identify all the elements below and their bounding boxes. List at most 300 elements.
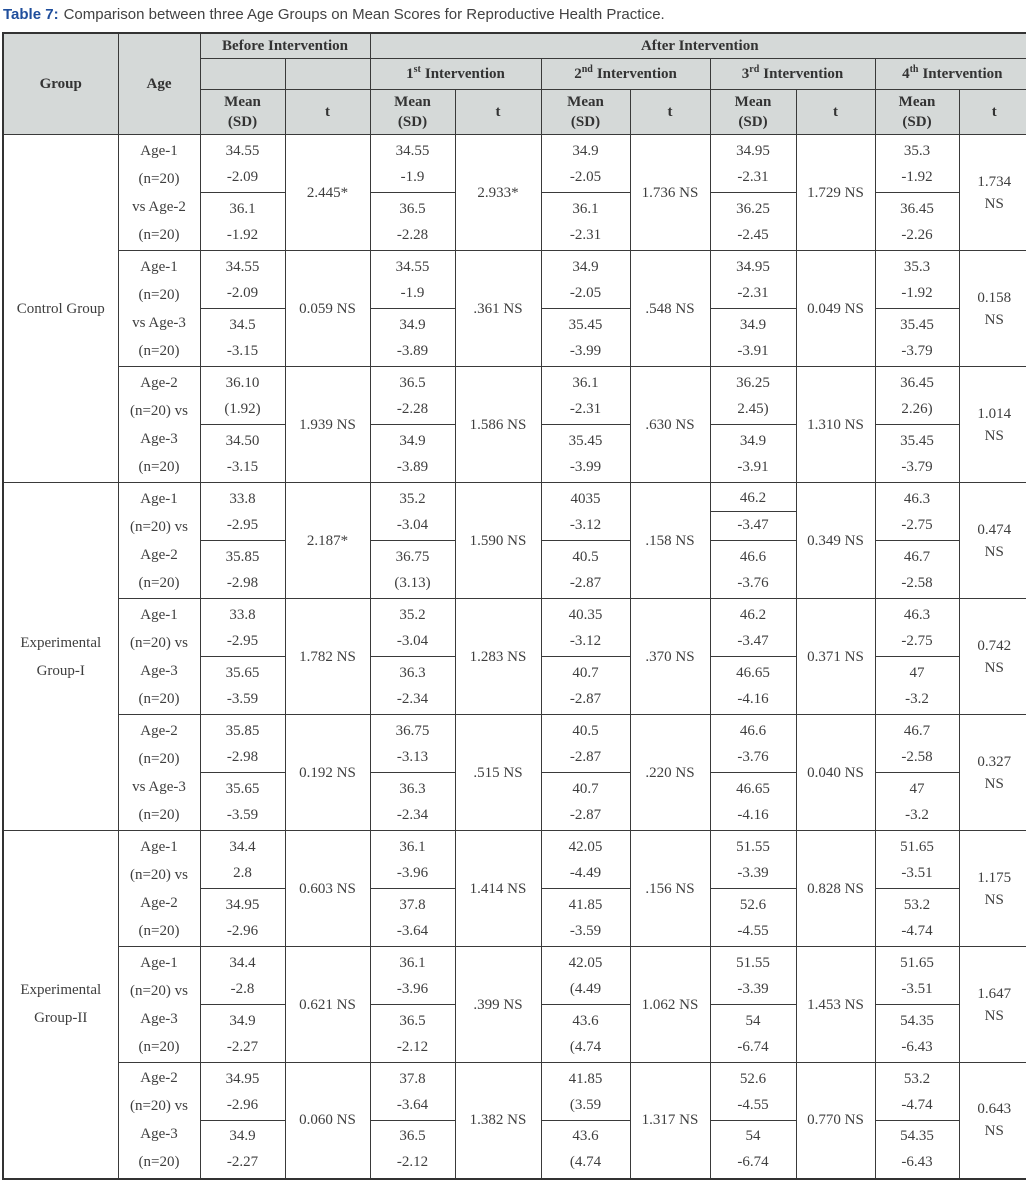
mean-value: 51.55 — [736, 838, 770, 855]
mean-value: 33.8 — [229, 606, 256, 623]
intervention-word: Intervention — [922, 65, 1003, 82]
intervention-number: 3 — [741, 65, 750, 82]
mean-sd-cell — [541, 309, 630, 367]
mean-value: 40.5 — [572, 548, 599, 565]
age-line: Age-1 — [140, 954, 178, 971]
mean-sd-cell — [541, 831, 630, 889]
mean-sd-cell — [541, 193, 630, 251]
mean-sd-header — [541, 90, 630, 135]
sd-value: -2.75 — [901, 632, 933, 649]
mean-value: 35.3 — [903, 258, 931, 275]
mean-sd-cell — [875, 1005, 959, 1063]
mean-sd-cell — [200, 947, 285, 1005]
mean-value: 34.55 — [395, 142, 430, 159]
sd-value: -4.55 — [737, 1096, 769, 1113]
mean-sd-cell — [370, 251, 455, 309]
mean-sd-cell — [710, 367, 796, 425]
sd-value: -4.55 — [737, 922, 769, 939]
table-row — [3, 831, 1026, 889]
header-row-top — [3, 33, 1026, 59]
sd-value: -3.12 — [569, 632, 602, 649]
age-line: Age-3 — [140, 430, 178, 447]
sd-value: -3.39 — [737, 864, 769, 881]
mean-sd-cell — [370, 367, 455, 425]
age-line: Age-2 — [140, 894, 178, 911]
t-value-cell: 0.192 NS — [285, 715, 370, 831]
mean-sd-header — [200, 90, 285, 135]
mean-value: 35.3 — [903, 142, 931, 159]
intervention-number: 4 — [902, 65, 910, 82]
intervention-ordinal: rd — [749, 63, 760, 75]
sd-value: -3.96 — [396, 980, 429, 997]
mean-sd-cell — [875, 889, 959, 947]
sd-value: -2.45 — [737, 226, 769, 243]
mean-sd-cell — [370, 1063, 455, 1121]
table-caption-label: Table 7: — [3, 6, 59, 23]
age-line: (n=20) vs — [129, 634, 189, 651]
mean-sd-cell — [875, 483, 959, 541]
sd-value: -1.92 — [226, 226, 259, 243]
mean-value: 35.85 — [225, 548, 260, 565]
mean-sd-cell — [541, 135, 630, 193]
mean-sd-cell — [200, 483, 285, 541]
sd-label: (SD) — [570, 114, 601, 130]
t-value-cell: .548 NS — [630, 251, 710, 367]
sd-value: -2.96 — [226, 922, 259, 939]
intervention-4-header — [875, 59, 1026, 90]
sd-value: -3.89 — [396, 458, 429, 475]
mean-value: 41.85 — [568, 896, 603, 913]
age-comparison-cell — [118, 483, 200, 599]
sd-value: -3.96 — [396, 864, 429, 881]
mean-value: 36.1 — [229, 200, 256, 217]
sd-label: (SD) — [227, 114, 258, 130]
t-header: t — [796, 90, 875, 135]
mean-value: 36.3 — [399, 664, 426, 681]
mean-value: 37.8 — [399, 896, 426, 913]
t-value-cell: 1.310 NS — [796, 367, 875, 483]
sd-value: -2.98 — [226, 574, 259, 591]
mean-value: 35.85 — [225, 722, 260, 739]
mean-value: 43.6 — [572, 1012, 599, 1029]
mean-value: 36.75 — [395, 548, 430, 565]
age-line: (n=20) — [138, 286, 180, 303]
comparison-table — [2, 32, 1026, 1180]
mean-value: 46.2 — [711, 485, 796, 512]
sd-value: -2.34 — [396, 806, 429, 823]
mean-sd-cell — [710, 1005, 796, 1063]
sd-value: -4.74 — [901, 922, 933, 939]
table-body — [3, 135, 1026, 1179]
intervention-number: 2 — [574, 65, 582, 82]
mean-sd-cell — [541, 657, 630, 715]
mean-value: 36.5 — [399, 374, 426, 391]
sd-value: -4.16 — [737, 690, 769, 707]
sd-value: -2.58 — [901, 748, 933, 765]
table-caption-text: Comparison between three Age Groups on Mean Scores for Reproductive Health Practice. — [63, 6, 665, 23]
sd-value: -3.79 — [901, 458, 933, 475]
mean-value: 34.9 — [572, 142, 599, 159]
mean-value: 34.9 — [229, 1128, 256, 1145]
mean-value: 35.45 — [900, 316, 934, 333]
mean-value: 34.95 — [225, 1070, 260, 1087]
mean-value: 46.3 — [903, 606, 931, 623]
t-value-cell: 0.327 NS — [959, 715, 1026, 831]
mean-value: 35.65 — [225, 780, 260, 797]
mean-value: 36.75 — [395, 722, 430, 739]
age-line: Age-2 — [140, 1070, 178, 1087]
t-value-cell: 1.729 NS — [796, 135, 875, 251]
sd-value: -2.87 — [569, 574, 602, 591]
mean-sd-cell — [370, 831, 455, 889]
sd-value: -3.99 — [569, 458, 602, 475]
sd-value: -2.09 — [226, 284, 259, 301]
sd-value: -2.95 — [226, 632, 259, 649]
sd-value: -6.74 — [737, 1038, 769, 1055]
sd-value: -2.27 — [226, 1154, 259, 1171]
mean-value: 34.5 — [229, 316, 256, 333]
mean-value: 34.95 — [736, 142, 770, 159]
mean-sd-cell — [370, 309, 455, 367]
intervention-1-header — [370, 59, 541, 90]
mean-sd-cell — [710, 657, 796, 715]
mean-value: 34.95 — [736, 258, 770, 275]
intervention-3-header — [710, 59, 875, 90]
age-column-header: Age — [118, 33, 200, 135]
mean-label: Mean — [394, 94, 431, 110]
sd-value: -2.96 — [226, 1096, 259, 1113]
age-line: vs Age-3 — [132, 778, 186, 795]
sd-value: -2.87 — [569, 690, 602, 707]
t-value-cell: 1.175 NS — [959, 831, 1026, 947]
mean-sd-cell — [710, 889, 796, 947]
age-line: (n=20) — [138, 574, 180, 591]
mean-label: Mean — [224, 94, 261, 110]
mean-value: 34.4 — [229, 838, 256, 855]
mean-value: 46.65 — [736, 780, 770, 797]
mean-sd-cell — [370, 657, 455, 715]
mean-value: 34.9 — [739, 316, 767, 333]
mean-value: 47 — [909, 664, 925, 681]
sd-label: (SD) — [397, 114, 428, 130]
mean-sd-cell — [875, 773, 959, 831]
age-comparison-cell — [118, 251, 200, 367]
mean-label: Mean — [898, 94, 936, 110]
t-value-cell: 1.590 NS — [455, 483, 541, 599]
mean-sd-cell — [200, 193, 285, 251]
t-value-cell: 1.734 NS — [959, 135, 1026, 251]
sd-value: -3.2 — [905, 690, 929, 707]
mean-value: 53.2 — [903, 896, 931, 913]
sd-value: -2.05 — [569, 168, 602, 185]
mean-value: 35.45 — [568, 316, 603, 333]
t-value-cell: .370 NS — [630, 599, 710, 715]
sd-value: -3.12 — [569, 516, 602, 533]
mean-sd-cell — [875, 541, 959, 599]
mean-value: 46.6 — [739, 548, 767, 565]
mean-value: 52.6 — [739, 896, 767, 913]
table-row — [3, 135, 1026, 193]
intervention-word: Intervention — [424, 65, 505, 82]
table-row — [3, 599, 1026, 657]
sd-value: -2.58 — [901, 574, 933, 591]
t-value-cell: 1.014 NS — [959, 367, 1026, 483]
age-line: Age-2 — [140, 374, 178, 391]
mean-sd-cell — [200, 599, 285, 657]
mean-value: 36.10 — [225, 374, 260, 391]
sd-value: -2.31 — [737, 168, 769, 185]
intervention-ordinal: th — [909, 63, 919, 75]
mean-sd-cell — [875, 947, 959, 1005]
mean-sd-cell — [200, 541, 285, 599]
sd-value: -2.26 — [901, 226, 933, 243]
mean-sd-cell — [875, 309, 959, 367]
age-line: (n=20) — [138, 458, 180, 475]
t-value-cell: 1.782 NS — [285, 599, 370, 715]
sd-value: -3.64 — [396, 922, 429, 939]
mean-value: 40.7 — [572, 664, 599, 681]
mean-value: 41.85 — [568, 1070, 603, 1087]
t-value-cell: .158 NS — [630, 483, 710, 599]
t-value-cell: 2.933* — [455, 135, 541, 251]
t-value-cell: .630 NS — [630, 367, 710, 483]
mean-sd-cell — [710, 773, 796, 831]
age-line: Age-1 — [140, 838, 178, 855]
mean-value: 40.5 — [572, 722, 599, 739]
sd-value: (1.92) — [224, 400, 261, 417]
sd-value: -1.92 — [901, 284, 933, 301]
mean-sd-cell — [875, 831, 959, 889]
empty-header-cell — [200, 59, 285, 90]
table-caption — [0, 0, 1026, 32]
mean-sd-cell — [200, 715, 285, 773]
mean-sd-cell — [875, 1121, 959, 1179]
mean-sd-cell — [541, 947, 630, 1005]
sd-value: -2.31 — [737, 284, 769, 301]
mean-sd-cell — [710, 599, 796, 657]
sd-value: -2.31 — [569, 226, 602, 243]
t-value-cell: 1.414 NS — [455, 831, 541, 947]
age-line: Age-2 — [140, 546, 178, 563]
mean-value: 36.1 — [572, 200, 599, 217]
mean-sd-cell — [875, 135, 959, 193]
sd-value: -3.91 — [737, 342, 769, 359]
t-header: t — [959, 90, 1026, 135]
mean-sd-cell — [541, 251, 630, 309]
sd-value: -1.9 — [400, 168, 425, 185]
age-comparison-cell — [118, 599, 200, 715]
mean-sd-cell — [875, 1063, 959, 1121]
mean-sd-cell — [200, 773, 285, 831]
t-value-cell: 0.770 NS — [796, 1063, 875, 1179]
sd-value: -4.74 — [901, 1096, 933, 1113]
mean-value: 36.25 — [736, 200, 770, 217]
t-value-cell: 1.382 NS — [455, 1063, 541, 1179]
mean-sd-cell — [200, 1121, 285, 1179]
mean-sd-cell — [370, 1121, 455, 1179]
sd-value: -3.13 — [396, 748, 429, 765]
sd-value: -2.95 — [226, 516, 259, 533]
mean-sd-cell — [370, 1005, 455, 1063]
sd-value: -3.76 — [737, 748, 769, 765]
mean-sd-cell — [710, 135, 796, 193]
sd-value: -1.9 — [400, 284, 425, 301]
group-name-cell: Experimental Group-I — [3, 483, 118, 831]
mean-sd-cell — [541, 1063, 630, 1121]
intervention-word: Intervention — [596, 65, 677, 82]
t-value-cell: 0.060 NS — [285, 1063, 370, 1179]
sd-value: -4.16 — [737, 806, 769, 823]
mean-sd-cell — [200, 135, 285, 193]
sd-value: -2.87 — [569, 806, 602, 823]
group-name-cell: Control Group — [3, 135, 118, 483]
sd-value: (4.74 — [569, 1038, 602, 1055]
mean-sd-cell — [875, 425, 959, 483]
sd-value: -3.04 — [396, 516, 429, 533]
mean-value: 34.9 — [399, 316, 426, 333]
t-value-cell: 0.158 NS — [959, 251, 1026, 367]
t-value-cell: 1.736 NS — [630, 135, 710, 251]
sd-value: -3.59 — [226, 806, 259, 823]
table-row — [3, 483, 1026, 541]
mean-sd-cell — [710, 1063, 796, 1121]
mean-value: 53.2 — [903, 1070, 931, 1087]
mean-sd-cell — [710, 1121, 796, 1179]
after-intervention-header: After Intervention — [370, 33, 1026, 59]
mean-sd-cell — [200, 1063, 285, 1121]
mean-sd-cell — [875, 715, 959, 773]
t-value-cell: 0.603 NS — [285, 831, 370, 947]
mean-value: 36.3 — [399, 780, 426, 797]
mean-value: 35.2 — [399, 490, 426, 507]
mean-value: 34.55 — [395, 258, 430, 275]
age-line: (n=20) — [138, 342, 180, 359]
age-comparison-cell — [118, 135, 200, 251]
mean-sd-cell — [541, 715, 630, 773]
age-line: Age-1 — [140, 142, 178, 159]
mean-sd-cell — [875, 251, 959, 309]
age-line: (n=20) vs — [129, 518, 189, 535]
mean-sd-cell — [370, 599, 455, 657]
sd-value: -3.47 — [737, 632, 769, 649]
mean-sd-cell — [710, 831, 796, 889]
mean-sd-cell — [541, 425, 630, 483]
sd-value: 2.45) — [737, 400, 769, 417]
mean-sd-cell — [541, 1121, 630, 1179]
age-line: Age-3 — [140, 1010, 178, 1027]
age-line: (n=20) vs — [129, 1098, 189, 1115]
mean-sd-cell — [370, 541, 455, 599]
t-value-cell: 0.742 NS — [959, 599, 1026, 715]
mean-value: 36.45 — [900, 374, 934, 391]
mean-value: 35.45 — [568, 432, 603, 449]
age-line: vs Age-3 — [132, 314, 186, 331]
intervention-2-header — [541, 59, 710, 90]
sd-value: -3.99 — [569, 342, 602, 359]
mean-sd-cell — [370, 483, 455, 541]
sd-value: -2.12 — [396, 1154, 429, 1171]
sd-value: -6.74 — [737, 1154, 769, 1171]
mean-sd-cell — [710, 483, 796, 541]
mean-value: 54.35 — [900, 1128, 934, 1145]
sd-value: -3.15 — [226, 342, 259, 359]
t-value-cell: .220 NS — [630, 715, 710, 831]
mean-sd-cell — [710, 193, 796, 251]
mean-sd-cell — [370, 425, 455, 483]
sd-value: -2.34 — [396, 690, 429, 707]
age-line: (n=20) — [138, 1154, 180, 1171]
sd-value: (4.74 — [569, 1154, 602, 1171]
mean-sd-cell — [875, 599, 959, 657]
age-line: Age-2 — [140, 722, 178, 739]
age-line: (n=20) — [138, 1038, 180, 1055]
sd-value: -2.05 — [569, 284, 602, 301]
intervention-word: Intervention — [763, 65, 844, 82]
mean-sd-cell — [370, 193, 455, 251]
t-value-cell: 1.062 NS — [630, 947, 710, 1063]
t-value-cell: 1.647 NS — [959, 947, 1026, 1063]
t-value-cell: 2.445* — [285, 135, 370, 251]
mean-value: 36.5 — [399, 1012, 426, 1029]
mean-value: 46.65 — [736, 664, 770, 681]
mean-sd-cell — [200, 889, 285, 947]
mean-value: 34.55 — [225, 142, 260, 159]
sd-value: -2.75 — [901, 516, 933, 533]
sd-value: 2.8 — [233, 864, 252, 881]
age-line: (n=20) — [138, 922, 180, 939]
mean-value: 34.9 — [739, 432, 767, 449]
mean-value: 36.1 — [399, 954, 426, 971]
mean-sd-cell — [541, 1005, 630, 1063]
age-comparison-cell — [118, 831, 200, 947]
mean-value: 36.25 — [736, 374, 770, 391]
mean-sd-cell — [875, 367, 959, 425]
mean-sd-cell — [875, 193, 959, 251]
mean-value: 4035 — [570, 490, 601, 507]
mean-value: 36.5 — [399, 200, 426, 217]
t-value-cell: 0.643 NS — [959, 1063, 1026, 1179]
sd-value: -3.04 — [396, 632, 429, 649]
before-intervention-header: Before Intervention — [200, 33, 370, 59]
sd-value: -3.15 — [226, 458, 259, 475]
mean-sd-cell — [541, 599, 630, 657]
mean-value: 46.7 — [903, 548, 931, 565]
mean-value: 51.55 — [736, 954, 770, 971]
mean-sd-cell — [370, 889, 455, 947]
mean-value: 33.8 — [229, 490, 256, 507]
t-value-cell: .399 NS — [455, 947, 541, 1063]
mean-sd-cell — [200, 657, 285, 715]
sd-value: -4.49 — [569, 864, 602, 881]
mean-sd-cell — [370, 135, 455, 193]
mean-sd-cell — [370, 773, 455, 831]
mean-value: 52.6 — [739, 1070, 767, 1087]
t-value-cell: 0.828 NS — [796, 831, 875, 947]
mean-sd-cell — [541, 367, 630, 425]
t-value-cell: 1.317 NS — [630, 1063, 710, 1179]
t-header: t — [285, 90, 370, 135]
sd-value: -3.64 — [396, 1096, 429, 1113]
age-line: vs Age-2 — [132, 198, 186, 215]
mean-sd-cell — [710, 947, 796, 1005]
age-line: (n=20) — [138, 750, 180, 767]
intervention-number: 1 — [406, 65, 414, 82]
mean-value: 34.9 — [572, 258, 599, 275]
mean-sd-cell — [200, 251, 285, 309]
mean-sd-cell — [200, 831, 285, 889]
t-value-cell: .361 NS — [455, 251, 541, 367]
age-comparison-cell — [118, 1063, 200, 1179]
